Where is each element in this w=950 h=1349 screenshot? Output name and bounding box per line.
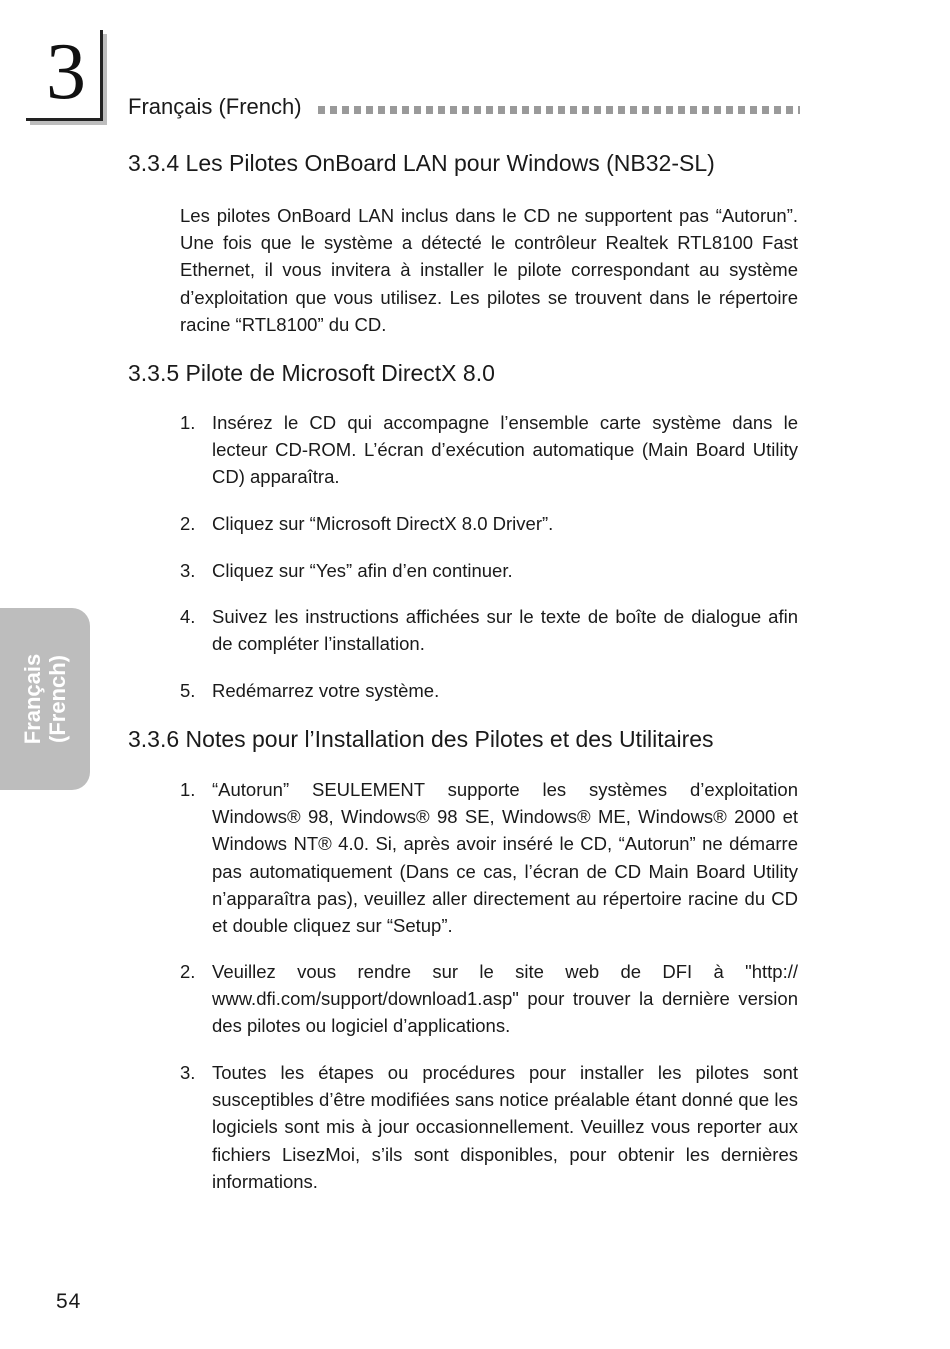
language-side-tab bbox=[0, 608, 90, 790]
list-item-number: 2. bbox=[180, 961, 196, 982]
list-item-number: 3. bbox=[180, 1062, 196, 1083]
list-item bbox=[180, 1059, 798, 1195]
page-number: 54 bbox=[56, 1290, 82, 1313]
side-tab-label bbox=[20, 654, 70, 745]
page-header bbox=[128, 92, 800, 122]
section-heading-3-3-4: 3.3.4 Les Pilotes OnBoard LAN pour Windows (NB32-SL) bbox=[128, 150, 715, 176]
chapter-number: 3 bbox=[46, 28, 86, 116]
list-item bbox=[180, 603, 798, 657]
list-item-number: 1. bbox=[180, 412, 196, 433]
list-item-number: 5. bbox=[180, 680, 196, 701]
list-item bbox=[180, 776, 798, 939]
list-item-number: 1. bbox=[180, 779, 196, 800]
list-item bbox=[180, 677, 798, 704]
list-item-text: Suivez les instructions affichées sur le texte de boîte de dialogue afin de compléter l’installation. bbox=[212, 606, 798, 655]
list-item-text: Redémarrez votre système. bbox=[212, 680, 440, 701]
list-item-text: Cliquez sur “Yes” afin d’en continuer. bbox=[212, 560, 513, 581]
list-item-text: Toutes les étapes ou procédures pour installer les pilotes sont susceptibles d’être modifiées sans notice préalable étant donné que les logiciels sont mis à jour occasionnellement. Veuillez vous reporter aux fichiers LisezMoi, s’ils sont disponibles, pour obtenir les dernières informations. bbox=[212, 1062, 798, 1192]
list-item-number: 3. bbox=[180, 560, 196, 581]
list-item-text: Veuillez vous rendre sur le site web de DFI à "http:// www.dfi.com/support/download1.asp" pour trouver la dernière version des pilotes ou logiciel d’applications. bbox=[212, 961, 798, 1037]
chapter-number-box bbox=[26, 30, 103, 121]
list-item-text: Insérez le CD qui accompagne l’ensemble carte système dans le lecteur CD-ROM. L’écran d’exécution automatique (Main Board Utility CD) apparaîtra. bbox=[212, 412, 798, 488]
list-item bbox=[180, 409, 798, 491]
list-item-text: Cliquez sur “Microsoft DirectX 8.0 Driver”. bbox=[212, 513, 554, 534]
section-heading-3-3-6: 3.3.6 Notes pour l’Installation des Pilotes et des Utilitaires bbox=[128, 726, 714, 752]
list-item bbox=[180, 510, 798, 537]
header-title: Français (French) bbox=[128, 94, 302, 119]
section-paragraph-3-3-4: Les pilotes OnBoard LAN inclus dans le CD ne supportent pas “Autorun”. Une fois que le système a détecté le contrôleur Realtek RTL8100 Fast Ethernet, il vous invitera à installer le pilote correspondant au système d’exploitation que vous utilisez. Les pilotes se trouvent dans le répertoire racine “RTL8100” du CD. bbox=[180, 205, 798, 335]
section-heading-3-3-5: 3.3.5 Pilote de Microsoft DirectX 8.0 bbox=[128, 360, 495, 386]
list-item-number: 4. bbox=[180, 606, 196, 627]
list-item bbox=[180, 557, 798, 584]
header-dotted-rule bbox=[318, 106, 800, 114]
list-item-number: 2. bbox=[180, 513, 196, 534]
side-tab-line1: Français bbox=[20, 653, 45, 745]
list-item bbox=[180, 958, 798, 1040]
list-item-text: “Autorun” SEULEMENT supporte les systèmes d’exploitation Windows® 98, Windows® 98 SE, Windows® ME, Windows® 2000 et Windows NT® 4.0. Si, après avoir inséré le CD, “Autorun” ne démarre pas automatiquement (Dans ce cas, l’écran de CD Main Board Utility n’apparaîtra pas), veuillez aller directement au répertoire racine du CD et double cliquez sur “Setup”. bbox=[212, 779, 798, 937]
side-tab-line2: (French) bbox=[45, 655, 70, 743]
